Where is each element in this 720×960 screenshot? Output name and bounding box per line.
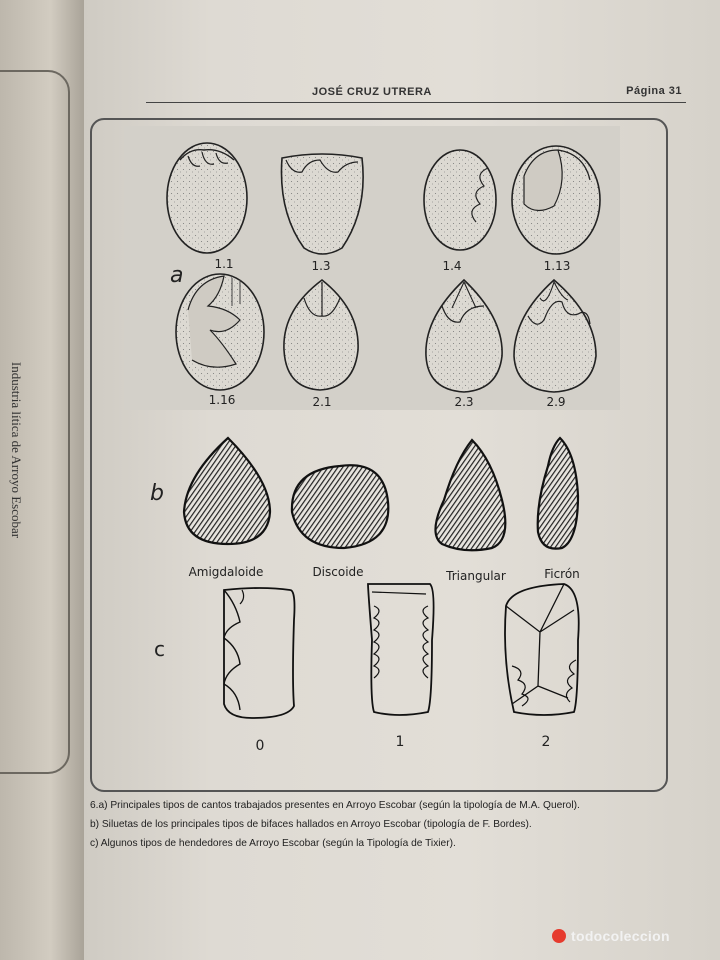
pebble-tool-1-4 xyxy=(424,150,496,250)
watermark-logo xyxy=(552,928,670,944)
label-ficron: Ficrón xyxy=(544,567,580,581)
row-c-letter: c xyxy=(154,637,165,661)
row-a-letter: a xyxy=(170,263,184,288)
watermark-icon xyxy=(552,929,566,943)
pebble-tool-1-13 xyxy=(512,146,600,254)
label-2-3: 2.3 xyxy=(454,395,474,409)
page-header xyxy=(146,84,686,103)
cleaver-type-0 xyxy=(224,588,295,718)
cleaver-type-1 xyxy=(368,584,434,715)
label-2-1: 2.1 xyxy=(312,395,332,409)
label-1-4: 1.4 xyxy=(442,259,462,273)
label-1-16: 1.16 xyxy=(208,393,236,407)
book-page xyxy=(84,0,720,960)
biface-discoide xyxy=(292,465,388,548)
figure-drawings xyxy=(92,120,666,790)
label-amigdaloide: Amigdaloide xyxy=(188,565,264,579)
label-discoide: Discoide xyxy=(312,565,364,579)
biface-amigdaloide xyxy=(184,438,270,544)
row-b-letter: b xyxy=(150,481,164,506)
biface-triangular xyxy=(435,440,505,550)
label-1-3: 1.3 xyxy=(311,259,331,273)
header-author: JOSÉ CRUZ UTRERA xyxy=(312,86,432,98)
header-page-number: Página 31 xyxy=(626,85,682,97)
label-1-1: 1.1 xyxy=(214,257,234,271)
pebble-tool-1-1 xyxy=(167,143,247,253)
figure-panel xyxy=(90,118,668,792)
caption-line-a: 6.a) Principales tipos de cantos trabajados presentes en Arroyo Escobar (según la tipología de M.A. Querol). xyxy=(90,800,580,811)
label-cleaver-1: 1 xyxy=(395,734,405,750)
label-cleaver-0: 0 xyxy=(255,738,265,754)
caption-line-c: c) Algunos tipos de hendedores de Arroyo Escobar (según la Tipología de Tixier). xyxy=(90,838,456,849)
cleaver-type-2 xyxy=(505,584,579,715)
previous-page: Industria lítica de Arroyo Escobar xyxy=(0,0,84,960)
figure-caption xyxy=(90,796,690,853)
label-2-9: 2.9 xyxy=(546,395,566,409)
label-triangular: Triangular xyxy=(446,569,506,583)
biface-ficron xyxy=(538,438,578,549)
watermark-text: todocoleccion xyxy=(571,928,670,944)
label-1-13: 1.13 xyxy=(543,259,571,273)
pebble-tool-1-16 xyxy=(176,274,264,390)
caption-line-b: b) Siluetas de los principales tipos de bifaces hallados en Arroyo Escobar (tipología de F. Bordes). xyxy=(90,819,532,830)
label-cleaver-2: 2 xyxy=(541,734,551,750)
